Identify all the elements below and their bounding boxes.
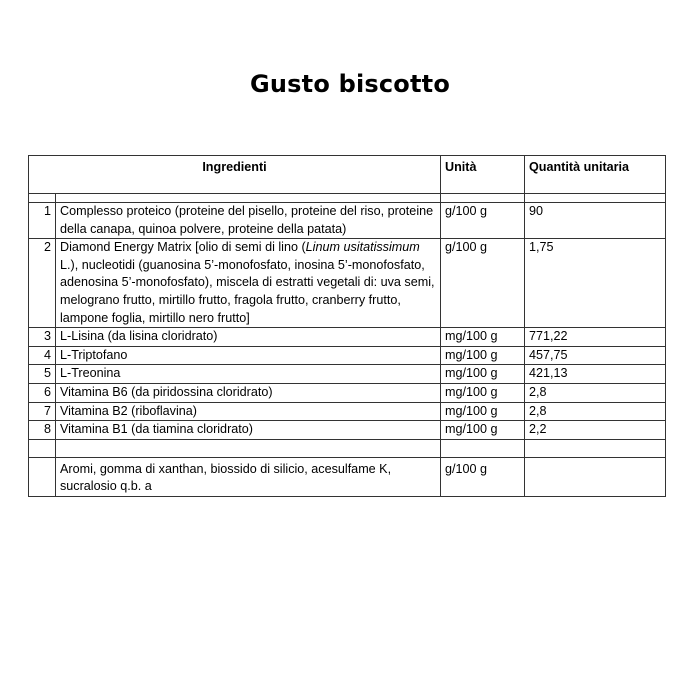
table-row <box>29 328 666 347</box>
table-row <box>29 203 666 239</box>
ingredients-table <box>28 155 666 497</box>
row-number: 7 <box>29 402 56 421</box>
ingredient-unit: mg/100 g <box>441 346 525 365</box>
ingredient-name: Vitamina B6 (da piridossina cloridrato) <box>56 383 441 402</box>
ingredient-name: L-Treonina <box>56 365 441 384</box>
table-row <box>29 421 666 440</box>
spacer-cell <box>29 194 56 203</box>
row-number: 2 <box>29 239 56 328</box>
table-row <box>29 365 666 384</box>
blank-cell <box>525 439 666 457</box>
ingredient-unit: mg/100 g <box>441 402 525 421</box>
ingredient-quantity: 2,2 <box>525 421 666 440</box>
blank-cell <box>441 439 525 457</box>
table-row <box>29 346 666 365</box>
table-row <box>29 402 666 421</box>
ingredient-name: Vitamina B2 (riboflavina) <box>56 402 441 421</box>
row-number: 1 <box>29 203 56 239</box>
ingredient-text-part: L.), nucleotidi (guanosina 5’-monofosfato, inosina 5’-monofosfato, adenosina 5’-monofosfato), miscela di estratti vegetali di: uva semi, melograno frutto, mirtillo frutto, fragola frutto, cranberry frutto, lampone foglia, mirtillo nero frutto] <box>60 257 435 325</box>
note-quantity <box>525 457 666 496</box>
ingredient-latin-name: Linum usitatissimum <box>305 240 420 255</box>
note-number-cell <box>29 457 56 496</box>
row-number: 8 <box>29 421 56 440</box>
table-note-row <box>29 457 666 496</box>
table-header-row <box>29 156 666 194</box>
blank-cell <box>29 439 56 457</box>
ingredient-name <box>56 239 441 328</box>
header-unit: Unità <box>441 156 525 194</box>
ingredient-name: L-Triptofano <box>56 346 441 365</box>
note-unit-content: g/100 g <box>445 461 488 476</box>
page-title: Gusto biscotto <box>249 70 451 98</box>
header-ingredients: Ingredienti <box>29 156 441 194</box>
spacer-cell <box>441 194 525 203</box>
table-row <box>29 383 666 402</box>
ingredient-name: Complesso proteico (proteine del pisello, proteine del riso, proteine della canapa, quinoa polvere, proteine della patata) <box>56 203 441 239</box>
ingredient-quantity: 457,75 <box>525 346 666 365</box>
table-spacer-row <box>29 194 666 203</box>
header-quantity: Quantità unitaria <box>525 156 666 194</box>
ingredient-unit: g/100 g <box>441 239 525 328</box>
ingredient-unit: g/100 g <box>441 203 525 239</box>
ingredient-unit: mg/100 g <box>441 365 525 384</box>
spacer-cell <box>56 194 441 203</box>
ingredient-unit: mg/100 g <box>441 421 525 440</box>
ingredient-quantity: 90 <box>525 203 666 239</box>
row-number: 6 <box>29 383 56 402</box>
note-text-content: Aromi, gomma di xanthan, biossido di silicio, acesulfame K, sucralosio q.b. a <box>60 461 392 494</box>
ingredient-quantity: 1,75 <box>525 239 666 328</box>
table-row <box>29 239 666 328</box>
ingredient-name: L-Lisina (da lisina cloridrato) <box>56 328 441 347</box>
row-number: 4 <box>29 346 56 365</box>
row-number: 5 <box>29 365 56 384</box>
note-unit <box>441 457 525 496</box>
ingredient-quantity: 771,22 <box>525 328 666 347</box>
ingredient-quantity: 2,8 <box>525 383 666 402</box>
ingredient-unit: mg/100 g <box>441 328 525 347</box>
ingredient-unit: mg/100 g <box>441 383 525 402</box>
note-text <box>56 457 441 496</box>
ingredient-quantity: 2,8 <box>525 402 666 421</box>
spacer-cell <box>525 194 666 203</box>
ingredient-text-part: Diamond Energy Matrix [olio di semi di lino ( <box>60 240 306 255</box>
blank-cell <box>56 439 441 457</box>
ingredient-name: Vitamina B1 (da tiamina cloridrato) <box>56 421 441 440</box>
ingredient-quantity: 421,13 <box>525 365 666 384</box>
row-number: 3 <box>29 328 56 347</box>
table-blank-row <box>29 439 666 457</box>
